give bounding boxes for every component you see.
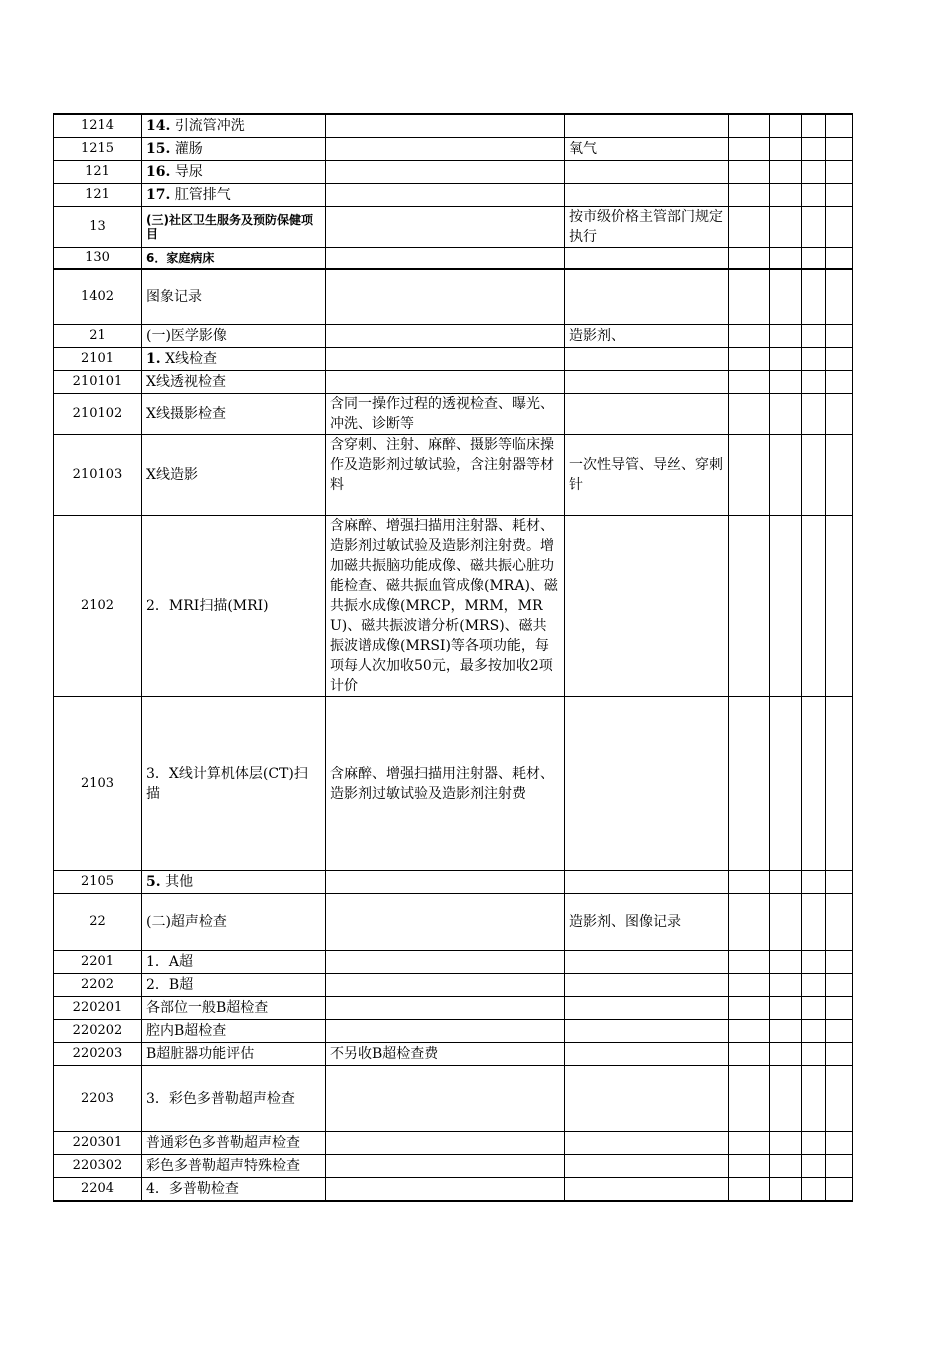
item-name: 6．家庭病床 [146,250,215,265]
empty-cell [770,371,802,394]
item-name: 2．MRI扫描(MRI) [146,598,269,614]
table-row [54,435,853,516]
item-content-cell [326,247,565,269]
empty-cell [826,394,853,435]
empty-cell [770,1043,802,1066]
empty-cell [826,435,853,516]
item-code-cell: 2105 [54,871,142,894]
empty-cell [826,697,853,871]
item-code-cell: 210102 [54,394,142,435]
item-number: 15. [146,140,171,157]
empty-cell [802,114,826,137]
item-content-cell [326,137,565,160]
item-code-cell: 2101 [54,348,142,371]
empty-cell [826,114,853,137]
item-code-cell: 21 [54,325,142,348]
item-content-cell [326,974,565,997]
empty-cell [770,871,802,894]
empty-cell [729,394,770,435]
item-name-cell [142,269,326,325]
item-name-cell [142,1020,326,1043]
item-code-cell: 2203 [54,1066,142,1132]
item-name-cell [142,325,326,348]
empty-cell [770,325,802,348]
item-name: 肛管排气 [174,186,231,203]
item-number: 16. [146,163,171,180]
table-row [54,325,853,348]
item-name-cell [142,997,326,1020]
item-name: 灌肠 [174,140,203,157]
empty-cell [826,183,853,206]
item-content-cell: 含麻醉、增强扫描用注射器、耗材、造影剂过敏试验及造影剂注射费。增加磁共振脑功能成像、磁共振心脏功能检查、磁共振血管成像(MRA)、磁共振水成像(MRCP，MRM，MRU)、磁共振波谱分析(MRS)、磁共振波谱成像(MRSI)等各项功能，每项每人次加收50元，最多按加收2项计价 [326,516,565,697]
empty-cell [729,325,770,348]
item-content-cell [326,1132,565,1155]
item-excluded-cell [565,1020,729,1043]
item-code-cell: 2204 [54,1178,142,1201]
item-content-cell [326,997,565,1020]
table-row [54,1020,853,1043]
empty-cell [802,1020,826,1043]
empty-cell [770,974,802,997]
item-name: 3．X线计算机体层(CT)扫描 [146,765,308,802]
item-name-cell [142,247,326,269]
price-table [53,113,853,1202]
empty-cell [802,997,826,1020]
item-content-cell [326,114,565,137]
item-code-cell: 2102 [54,516,142,697]
empty-cell [802,247,826,269]
item-name-cell [142,348,326,371]
table-row [54,114,853,137]
item-code-cell: 130 [54,247,142,269]
item-excluded-cell [565,871,729,894]
table-row [54,1043,853,1066]
empty-cell [729,871,770,894]
empty-cell [770,1178,802,1201]
item-content-cell [326,1155,565,1178]
item-name-cell [142,516,326,697]
item-number: 5. [146,874,161,890]
empty-cell [729,1155,770,1178]
empty-cell [729,951,770,974]
item-name-cell [142,974,326,997]
item-excluded-cell [565,516,729,697]
table-row [54,951,853,974]
empty-cell [729,1066,770,1132]
empty-cell [770,1132,802,1155]
item-content-cell [326,1066,565,1132]
empty-cell [802,435,826,516]
item-excluded-cell [565,974,729,997]
empty-cell [729,894,770,951]
empty-cell [770,997,802,1020]
empty-cell [770,1020,802,1043]
empty-cell [802,269,826,325]
table-row [54,394,853,435]
table-row [54,206,853,247]
item-content-cell [326,160,565,183]
item-number: 1. [146,351,161,367]
empty-cell [802,951,826,974]
table-row [54,1155,853,1178]
item-excluded-cell [565,1066,729,1132]
item-name-cell [142,114,326,137]
item-name-cell [142,137,326,160]
table-row [54,371,853,394]
empty-cell [802,516,826,697]
table-row [54,997,853,1020]
empty-cell [729,371,770,394]
item-content-cell [326,206,565,247]
item-excluded-cell [565,697,729,871]
empty-cell [770,269,802,325]
item-code-cell: 2103 [54,697,142,871]
item-name-cell [142,183,326,206]
empty-cell [802,1132,826,1155]
item-name-cell [142,160,326,183]
empty-cell [826,997,853,1020]
item-content-cell: 含同一操作过程的透视检查、曝光、冲洗、诊断等 [326,394,565,435]
item-content-cell [326,183,565,206]
item-code-cell: 121 [54,160,142,183]
empty-cell [729,206,770,247]
item-code-cell: 1214 [54,114,142,137]
item-code-cell: 1402 [54,269,142,325]
empty-cell [826,206,853,247]
empty-cell [802,974,826,997]
empty-cell [729,435,770,516]
item-excluded-cell [565,269,729,325]
item-name-cell [142,1155,326,1178]
empty-cell [729,997,770,1020]
item-name-cell [142,371,326,394]
item-name: (二)超声检查 [146,914,227,930]
empty-cell [802,325,826,348]
empty-cell [802,160,826,183]
empty-cell [826,137,853,160]
item-name: 3．彩色多普勒超声检查 [146,1090,295,1107]
item-number: 17. [146,186,171,203]
item-excluded-cell [565,160,729,183]
empty-cell [729,697,770,871]
item-name: (三)社区卫生服务及预防保健项目 [146,212,313,241]
empty-cell [826,269,853,325]
empty-cell [770,114,802,137]
table-row [54,894,853,951]
empty-cell [729,1020,770,1043]
item-excluded-cell [565,1155,729,1178]
item-name: 普通彩色多普勒超声检查 [146,1135,300,1151]
empty-cell [770,160,802,183]
empty-cell [729,1178,770,1201]
item-excluded-cell [565,114,729,137]
item-code-cell: 220302 [54,1155,142,1178]
empty-cell [826,371,853,394]
empty-cell [826,871,853,894]
empty-cell [729,114,770,137]
item-content-cell [326,871,565,894]
empty-cell [770,206,802,247]
item-excluded-cell [565,247,729,269]
empty-cell [802,697,826,871]
item-code-cell: 121 [54,183,142,206]
empty-cell [729,160,770,183]
empty-cell [802,1178,826,1201]
table-row [54,269,853,325]
table-row [54,516,853,697]
item-excluded-cell: 造影剂、 [565,325,729,348]
empty-cell [729,247,770,269]
item-content-cell [326,348,565,371]
empty-cell [826,974,853,997]
empty-cell [802,183,826,206]
item-name: X线检查 [165,351,218,367]
empty-cell [826,325,853,348]
item-code-cell: 22 [54,894,142,951]
item-excluded-cell [565,348,729,371]
empty-cell [826,1155,853,1178]
item-name-cell [142,1066,326,1132]
item-code-cell: 220201 [54,997,142,1020]
item-name: 其他 [165,874,194,890]
empty-cell [770,435,802,516]
empty-cell [802,1066,826,1132]
empty-cell [770,697,802,871]
table-row [54,1066,853,1132]
item-code-cell: 220203 [54,1043,142,1066]
empty-cell [826,951,853,974]
item-content-cell [326,325,565,348]
empty-cell [802,137,826,160]
table-row [54,247,853,269]
empty-cell [729,516,770,697]
table-row [54,160,853,183]
item-content-cell [326,371,565,394]
item-excluded-cell [565,1043,729,1066]
table-row [54,1178,853,1201]
item-name: 1．A超 [146,954,194,970]
empty-cell [802,206,826,247]
empty-cell [770,951,802,974]
table-row [54,348,853,371]
table-row [54,871,853,894]
table-row [54,183,853,206]
empty-cell [770,348,802,371]
empty-cell [802,394,826,435]
empty-cell [802,348,826,371]
item-code-cell: 2201 [54,951,142,974]
item-content-cell: 含穿刺、注射、麻醉、摄影等临床操作及造影剂过敏试验，含注射器等材料 [326,435,565,516]
empty-cell [729,974,770,997]
item-name: 2．B超 [146,977,194,993]
item-excluded-cell: 按市级价格主管部门规定执行 [565,206,729,247]
item-name: X线透视检查 [146,374,226,390]
item-excluded-cell [565,371,729,394]
item-content-cell [326,951,565,974]
item-name: 彩色多普勒超声特殊检查 [146,1158,300,1174]
empty-cell [770,137,802,160]
empty-cell [729,348,770,371]
item-name-cell [142,1178,326,1201]
item-excluded-cell [565,1132,729,1155]
item-name-cell [142,951,326,974]
empty-cell [729,269,770,325]
table-row [54,974,853,997]
empty-cell [802,1043,826,1066]
item-name: B超脏器功能评估 [146,1046,255,1062]
table-row [54,1132,853,1155]
empty-cell [826,516,853,697]
item-code-cell: 1215 [54,137,142,160]
item-name-cell [142,435,326,516]
empty-cell [826,160,853,183]
item-code-cell: 13 [54,206,142,247]
empty-cell [770,516,802,697]
empty-cell [826,1043,853,1066]
item-excluded-cell [565,951,729,974]
item-content-cell [326,1178,565,1201]
empty-cell [802,1155,826,1178]
item-name: 4．多普勒检查 [146,1180,239,1197]
empty-cell [770,183,802,206]
empty-cell [826,1132,853,1155]
table-body [54,114,853,1201]
empty-cell [826,1066,853,1132]
item-name-cell [142,697,326,871]
empty-cell [770,394,802,435]
item-name-cell [142,1043,326,1066]
item-content-cell: 不另收B超检查费 [326,1043,565,1066]
item-name: X线摄影检查 [146,406,226,422]
table-row [54,697,853,871]
empty-cell [826,894,853,951]
empty-cell [729,183,770,206]
item-code-cell: 210101 [54,371,142,394]
empty-cell [826,1178,853,1201]
item-excluded-cell [565,1178,729,1201]
item-number: 14. [146,117,171,134]
item-name-cell [142,394,326,435]
empty-cell [802,871,826,894]
item-name: 引流管冲洗 [174,117,245,134]
empty-cell [729,1132,770,1155]
item-content-cell [326,894,565,951]
item-name-cell [142,894,326,951]
empty-cell [802,371,826,394]
item-excluded-cell [565,997,729,1020]
table-row [54,137,853,160]
item-name: 导尿 [174,163,203,180]
empty-cell [770,247,802,269]
item-name-cell [142,206,326,247]
empty-cell [826,1020,853,1043]
item-code-cell: 2202 [54,974,142,997]
item-name: 腔内B超检查 [146,1023,227,1039]
empty-cell [729,1043,770,1066]
item-code-cell: 220301 [54,1132,142,1155]
item-excluded-cell: 造影剂、图像记录 [565,894,729,951]
item-name: 图象记录 [146,288,202,305]
empty-cell [826,348,853,371]
item-name: X线造影 [146,467,198,483]
item-excluded-cell [565,183,729,206]
empty-cell [770,1155,802,1178]
empty-cell [770,1066,802,1132]
empty-cell [729,137,770,160]
item-code-cell: 220202 [54,1020,142,1043]
item-name-cell [142,1132,326,1155]
item-name: 各部位一般B超检查 [146,1000,269,1016]
item-name: (一)医学影像 [146,328,227,344]
empty-cell [770,894,802,951]
item-content-cell [326,269,565,325]
item-excluded-cell: 一次性导管、导丝、穿刺针 [565,435,729,516]
item-excluded-cell [565,394,729,435]
empty-cell [826,247,853,269]
item-content-cell [326,1020,565,1043]
item-code-cell: 210103 [54,435,142,516]
empty-cell [802,894,826,951]
item-name-cell [142,871,326,894]
item-content-cell: 含麻醉、增强扫描用注射器、耗材、造影剂过敏试验及造影剂注射费 [326,697,565,871]
item-excluded-cell: 氧气 [565,137,729,160]
